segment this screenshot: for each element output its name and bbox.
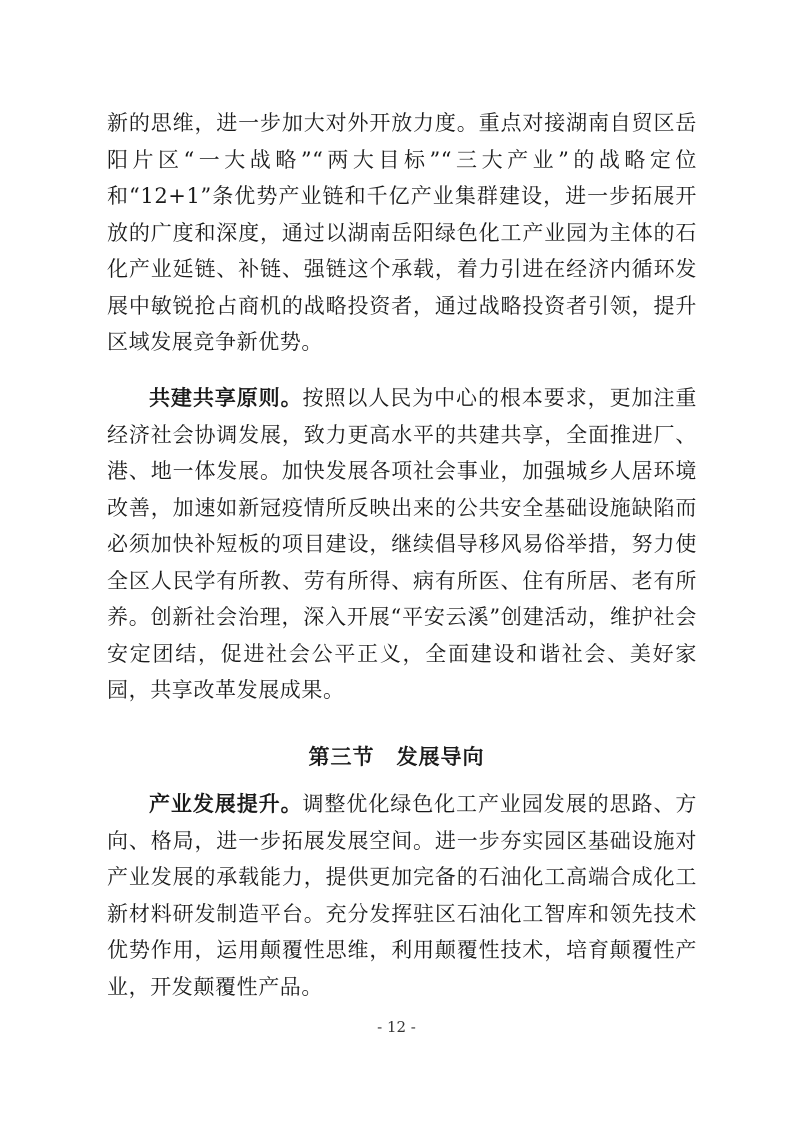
paragraph-industry-development (107, 786, 697, 1005)
paragraph-continuation: 新的思维，进一步加大对外开放力度。重点对接湖南自贸区岳阳片区“一大战略”“两大目标”“三大产业”的战略定位和“12+1”条优势产业链和千亿产业集群建设，进一步拓展开放的广度和深度，通过以湖南岳阳绿色化工产业园为主体的石化产业延链、补链、强链这个承载，着力引进在经济内循环发展中敏锐抢占商机的战略投资者，通过战略投资者引领，提升区域发展竞争新优势。 (107, 111, 697, 354)
paragraph-shared-construction (107, 380, 697, 709)
paragraph-lead-industry-development: 产业发展提升。 (149, 792, 303, 816)
paragraph-body-shared-construction: 按照以人民为中心的根本要求，更加注重经济社会协调发展，致力更高水平的共建共享，全面推进厂、港、地一体发展。加快发展各项社会事业，加强城乡人居环境改善，加速如新冠疫情所反映出来的公共安全基础设施缺陷而必须加快补短板的项目建设，继续倡导移风易俗举措，努力使全区人民学有所教、劳有所得、病有所医、住有所居、老有所养。创新社会治理，深入开展“平安云溪”创建活动，维护社会安定团结，促进社会公平正义，全面建设和谐社会、美好家园，共享改革发展成果。 (107, 386, 697, 702)
paragraph-body-industry-development: 调整优化绿色化工产业园发展的思路、方向、格局，进一步拓展发展空间。进一步夯实园区基础设施对产业发展的承载能力，提供更加完备的石油化工高端合成化工新材料研发制造平台。充分发挥驻区石油化工智库和领先技术优势作用，运用颠覆性思维，利用颠覆性技术，培育颠覆性产业，开发颠覆性产品。 (107, 792, 697, 999)
paragraph-lead-shared-construction: 共建共享原则。 (149, 386, 303, 410)
page-number: - 12 - (377, 1018, 416, 1036)
section-heading (0, 742, 793, 772)
section-number: 第三节 (308, 745, 375, 769)
section-title: 发展导向 (396, 745, 485, 769)
